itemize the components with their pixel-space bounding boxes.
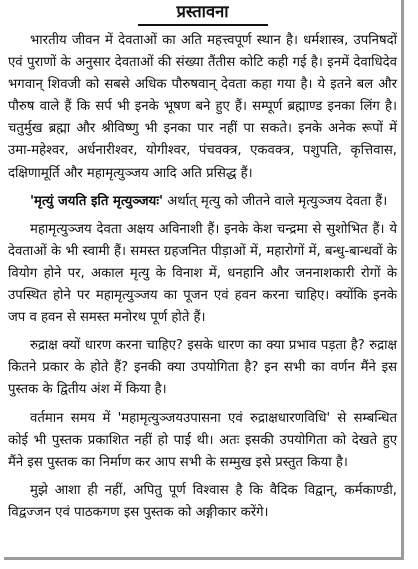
paragraph-6: मुझे आशा ही नहीं, अपितु पूर्ण विश्वास है कि वैदिक विद्वान्, कर्मकाण्डी, विद्वज्जन एवं पाठकगण इस पुस्तक को अङ्गीकार करेंगे। [8, 482, 397, 520]
document-page [4, 0, 404, 560]
paragraph-3: महामृत्युञ्जय देवता अक्षय अविनाशी हैं। इनके केश चन्द्रमा से सुशोभित हैं। ये देवताओं के भी स्वामी हैं। समस्त ग्रहजनित पीड़ाओं में, महारोगों में, बन्धु-बान्धवों के वियोग होने पर, अकाल मृत्यु के विनाश में, धनहानि और जननाशकारी रोगों के उपस्थित होने पर महामृत्युञ्जय का पूजन एवं हवन करना चाहिए। क्योंकि इनके जप व हवन से समस्त मनोरथ पूर्ण होते हैं। [8, 221, 397, 326]
paragraph-4: रुद्राक्ष क्यों धारण करना चाहिए? इसके धारण का क्या प्रभाव पड़ता है? रुद्राक्ष कितने प्रकार के होते हैं? इनकी क्या उपयोगिता है? इन सभी का वर्णन मैंने इस पुस्तक के द्वितीय अंश में किया है। [8, 338, 397, 398]
paragraph-1: भारतीय जीवन में देवताओं का अति महत्त्वपूर्ण स्थान है। धर्मशास्त्र, उपनिषदों एवं पुराणों के अनुसार देवताओं की संख्या तैंतीस कोटि कही गई है। इनमें देवाधिदेव भगवान् शिवजी को सबसे अधिक पौरुषवान् देवता कहा गया है। ये इतने बल और पौरुष वाले हैं कि सर्प भी इनके भूषण बने हुए हैं। सम्पूर्ण ब्रह्माण्ड इनका लिंग है। चतुर्मुख ब्रह्मा और श्रीविष्णु भी इनका पार नहीं पा सकते। इनके अनेक रूपों में उमा-महेश्वर, अर्धनारीश्वर, योगीश्वर, पंचवक्त्र, एकवक्त्र, पशुपति, कृत्तिवास, दक्षिणामूर्ति और महामृत्युञ्जय आदि अति प्रसिद्ध हैं। [8, 33, 397, 181]
paragraph-2-text: अर्थात् मृत्यु को जीतने वाले मृत्युञ्जय देवता हैं। [163, 193, 388, 209]
page-title: प्रस्तावना [138, 0, 268, 26]
paragraph-2-lead: 'मृत्युं जयति इति मृत्युञ्जयः' [30, 193, 164, 209]
paragraph-5: वर्तमान समय में 'महामृत्युञ्जयउपासना एवं रुद्राक्षधारणविधि' से सम्बन्धित कोई भी पुस्तक प्रकाशित नहीं हो पाई थी। अतः इसकी उपयोगिता को देखते हुए मैंने इस पुस्तक का निर्माण कर आप सभी के सम्मुख इसे प्रस्तुत किया है। [8, 410, 397, 470]
paragraph-2 [8, 191, 397, 213]
